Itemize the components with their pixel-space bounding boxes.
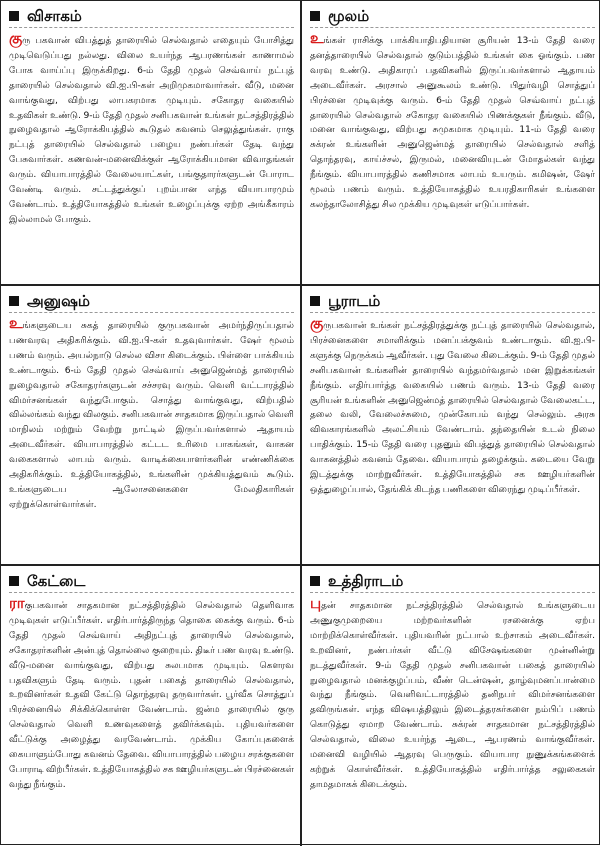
section-header <box>9 5 294 28</box>
drop-cap: உ <box>9 314 23 332</box>
section-body <box>310 594 595 793</box>
section-text: தன் சாதகமான நட்சத்திரத்தில் செல்வதால் உங்களுடைய அணுகுமுறையை மற்றவர்களின் ரசனைக்கு ஏற்ப மாற்றிக்கொள்வீர்கள். புதியவரின் நட்பால் உற்சாகம் அடைவீர்கள். உறவினர், நண்பர்கள் வீட்டு விசேஷங்களை முன்னின்று நடத்துவீர்கள். 9-ம் தேதி முதல் சனிபகவான் பகைத் தாரையில் நுழைவதால் மனக்குழப்பம், வீண் டென்ஷன், தாழ்வுமனப்பான்மை வந்து நீங்கும். வெளிவட்டாரத்தில் தனிநபர் விமர்சனங்களை தவிருங்கள். எந்த விஷயத்திலும் இடைத்தரகர்களை நம்பிப் பணம் கொடுத்து ஏமாற வேண்டாம். சுக்ரன் சாதகமான நட்சத்திரத்தில் செல்வதால், விலை உயர்ந்த ஆடை, ஆபரணம் வாங்குவீர்கள். மனைவி வழியில் ஆதரவு பெருகும். வியாபார நுணுக்கங்களைக் கற்றுக் கொள்வீர்கள். உத்தியோகத்தில் எதிர்பார்த்த சலுகைகள் தாமதமாகக் கிடைக்கும். <box>310 600 595 790</box>
section-text: ங்களுடைய சுகத் தாரையில் குருபகவான் அமர்ந்திருப்பதால் பணவரவு அதிகரிக்கும். வி.ஐ.பி-கள் உதவுவார்கள். ஷேர் மூலம் பணம் வரும். அயல்நாடு செல்ல விசா கிடைக்கும். பிள்ளை பாக்கியம் உண்டாகும். 6-ம் தேதி முதல் செவ்வாய் அனுஜென்மத் தாரையில் நுழைவதால் சகோதரர்களுடன் சச்சரவு வரும். வெளி வட்டாரத்தில் விமர்சனங்கள் வந்துபோகும். சொத்து வாங்குவது, விற்பதில் வில்லங்கம் வந்து விலகும். சனிபகவான் சாதகமாக இருப்பதால் வெளி மாநிலம் மற்றும் வேற்று நாட்டில் இருப்பவர்களால் ஆதாயம் அடைவீர்கள். வியாபாரத்தில் கட்டட உரிமை பாகங்கள், வாகன வகைகளால் லாபம் வரும். வாடிக்கையாளர்களின் எண்ணிக்கை அதிகரிக்கும். உத்தியோகத்தில், உங்களின் முக்கியத்துவம் கூடும். உங்களுடைய ஆலோசனைகளை மேலதிகாரிகள் ஏற்றுக்கொள்வார்கள். <box>9 320 294 510</box>
section-anusham <box>1 286 300 564</box>
drop-cap: கு <box>310 314 324 332</box>
section-kettai <box>1 566 300 846</box>
section-text: குபகவான் சாதகமான நட்சத்திரத்தில் செல்வதால் தெளிவாக முடிவுகள் எடுப்பீர்கள். எதிர்பார்த்திருந்த தொகை கைக்கு வரும். 6-ம் தேதி முதல் செவ்வாய் அதிநட்புத் தாரையில் செல்வதால், சகோதரர்களின் அன்புத் தொல்லை குறையும். திடீர் பண வரவு உண்டு. வீடு-மனை வாங்குவது, விற்பது சுலபமாக முடியும். கௌரவ பதவிகளும் தேடி வரும். புதன் பகைத் தாரையில் செல்வதால், உறவினர்கள் உதவி கேட்டு தொந்தரவு தருவார்கள். பூர்வீக சொத்துப் பிரச்னையில் சிக்கிக்கொள்ள வேண்டாம். ஜன்ம தாரையில் குரு செல்வதால் வெளி உணவுகளைத் தவிர்க்கவும். புதியவர்களை வீட்டுக்கு அழைத்து வரவேண்டாம். முக்கிய கோப்புகளைக் கையாளும்போது கவனம் தேவை. வியாபாரத்தில் பழைய சரக்குகளை போராடி விற்பீர்கள். உத்தியோகத்தில் சக ஊழியர்களுடன் பிரச்னைகள் வந்து நீங்கும். <box>9 600 294 790</box>
drop-cap: கு <box>9 29 23 47</box>
section-pooradam <box>302 286 600 564</box>
section-text: ங்கள் ராசிக்கு பாக்கியாதிபதியான சூரியன் 13-ம் தேதி வரை தனத்தாரையில் செல்வதால் குடும்பத்தில் உங்கள் கை ஓங்கும். பண வரவு உண்டு. அதிகாரப் பதவிகளில் இருப்பவர்களால் ஆதாயம் அடைவீர்கள். அரசால் அனுகூலம் உண்டு. பிதுர்வழி சொத்துப் பிரச்னை முடிவுக்கு வரும். 6-ம் தேதி முதல் செவ்வாய் நட்புத் தாரையில் செல்வதால் சகோதர வகையில் பிணக்குகள் நீங்கும். வீடு, மனை வாங்குவது, விற்பது சுமுகமாக முடியும். 11-ம் தேதி வரை சுக்ரன் உங்களின் அனுஜென்மத் தாரையில் செல்வதால் சளித் தொந்தரவு, காய்ச்சல், இருமல், மனைவியுடன் மோதல்கள் வந்து நீங்கும். வியாபாரத்தில் கணிசமாக லாபம் உயரும். கமிஷன், ஷேர் மூலம் பணம் வரும். உத்தியோகத்தில் உயரதிகாரிகள் உங்களை கலந்தாலோசித்து சில முக்கிய முடிவுகள் எடுப்பார்கள். <box>310 35 595 210</box>
section-header <box>310 570 595 593</box>
section-body <box>310 29 595 213</box>
square-bullet-icon <box>9 576 19 586</box>
section-visakam <box>1 1 300 284</box>
section-title: அனுஷம் <box>27 292 90 310</box>
section-header <box>310 5 595 28</box>
square-bullet-icon <box>9 11 19 21</box>
section-body <box>9 314 294 513</box>
square-bullet-icon <box>9 296 19 306</box>
section-body <box>310 314 595 498</box>
section-title: விசாகம் <box>27 7 82 25</box>
section-title: மூலம் <box>328 7 370 25</box>
section-title: பூராடம் <box>328 292 381 310</box>
section-uthiradam <box>302 566 600 846</box>
square-bullet-icon <box>310 11 320 21</box>
section-header <box>9 290 294 313</box>
square-bullet-icon <box>310 296 320 306</box>
drop-cap: பு <box>310 594 322 612</box>
square-bullet-icon <box>310 576 320 586</box>
drop-cap: உ <box>310 29 324 47</box>
section-header <box>9 570 294 593</box>
section-text: ருபகவான் உங்கள் நட்சத்திரத்துக்கு நட்புத் தாரையில் செல்வதால், பிரச்னைகளை சமாளிக்கும் மனப்பக்குவம் உண்டாகும். வி.ஐ.பி-களுக்கு நெருக்கம் ஆவீர்கள். புது வேலை கிடைக்கும். 9-ம் தேதி முதல் சனிபகவான் உங்களின் தாரையில் வந்தமர்வதால் மன இறுக்கங்கள் நீங்கும். எதிர்பார்த்த வகையில் பணம் வரும். 13-ம் தேதி வரை சூரியன் உங்களின் அனுஜென்மத் தாரையில் செல்வதால் வேலைகட்ட, தலை வலி, வேலைச்சுமை, முன்கோபம் வந்து செல்லும். அரசு விவகாரங்களில் அலட்சியம் வேண்டாம். தந்தையின் உடல் நிலை பாதிக்கும். 15-ம் தேதி வரை புதனும் விபத்துத் தாரையில் செல்வதால் வாகனத்தில் கவனம் தேவை. வியாபாரம் தழைக்கும். கடையை வேறு இடத்துக்கு மாற்றுவீர்கள். உத்தியோகத்தில் சக ஊழியர்களின் ஒத்துழைப்பால், தேங்கிக் கிடந்த பணிகளை விரைந்து முடிப்பீர்கள். <box>310 320 595 495</box>
section-title: உத்திராடம் <box>328 572 404 590</box>
section-text: ரு பகவான் விபத்துத் தாரையில் செல்வதால் எதையும் யோசித்து முடிவெடுப்பது நல்லது. விலை உயர்ந்த ஆபரணங்கள் காணாமல் போக வாய்ப்பு இருக்கிறது. 6-ம் தேதி முதல் செவ்வாய் நட்புத் தாரையில் செல்வதால் வி.ஐ.பி-கள் அறிமுகமாவார்கள். வீடு, மனை வாங்குவது, விற்பது லாபகரமாக முடியும். சகோதர வகையில் உதவிகள் உண்டு. 9-ம் தேதி முதல் சனிபகவான் உங்கள் நட்சத்திரத்தில் நுழைவதால் ஆரோக்கியத்தில் கூடுதல் கவனம் செலுத்துங்கள். ராகு நட்புத் தாரையில் செல்வதால் பழைய நண்பர்கள் தேடி வந்து பேசுவார்கள். கணவன்-மனைவிக்குள் ஆரோக்கியமான விவாதங்கள் வரும். வியாபாரத்தில் வேலையாட்கள், பங்குதாரர்களுடன் போராட வேண்டி வரும். சட்டத்துக்குப் புறம்பான எந்த வியாபாரமும் வேண்டாம். உத்தியோகத்தில் உங்கள் உழைப்புக்கு ஏற்ற அங்கீகாரம் இல்லாமல் போகும். <box>9 35 294 225</box>
drop-cap: ரா <box>9 594 25 612</box>
section-header <box>310 290 595 313</box>
section-body <box>9 594 294 793</box>
section-title: கேட்டை <box>27 572 86 590</box>
section-moolam <box>302 1 600 284</box>
section-body <box>9 29 294 228</box>
